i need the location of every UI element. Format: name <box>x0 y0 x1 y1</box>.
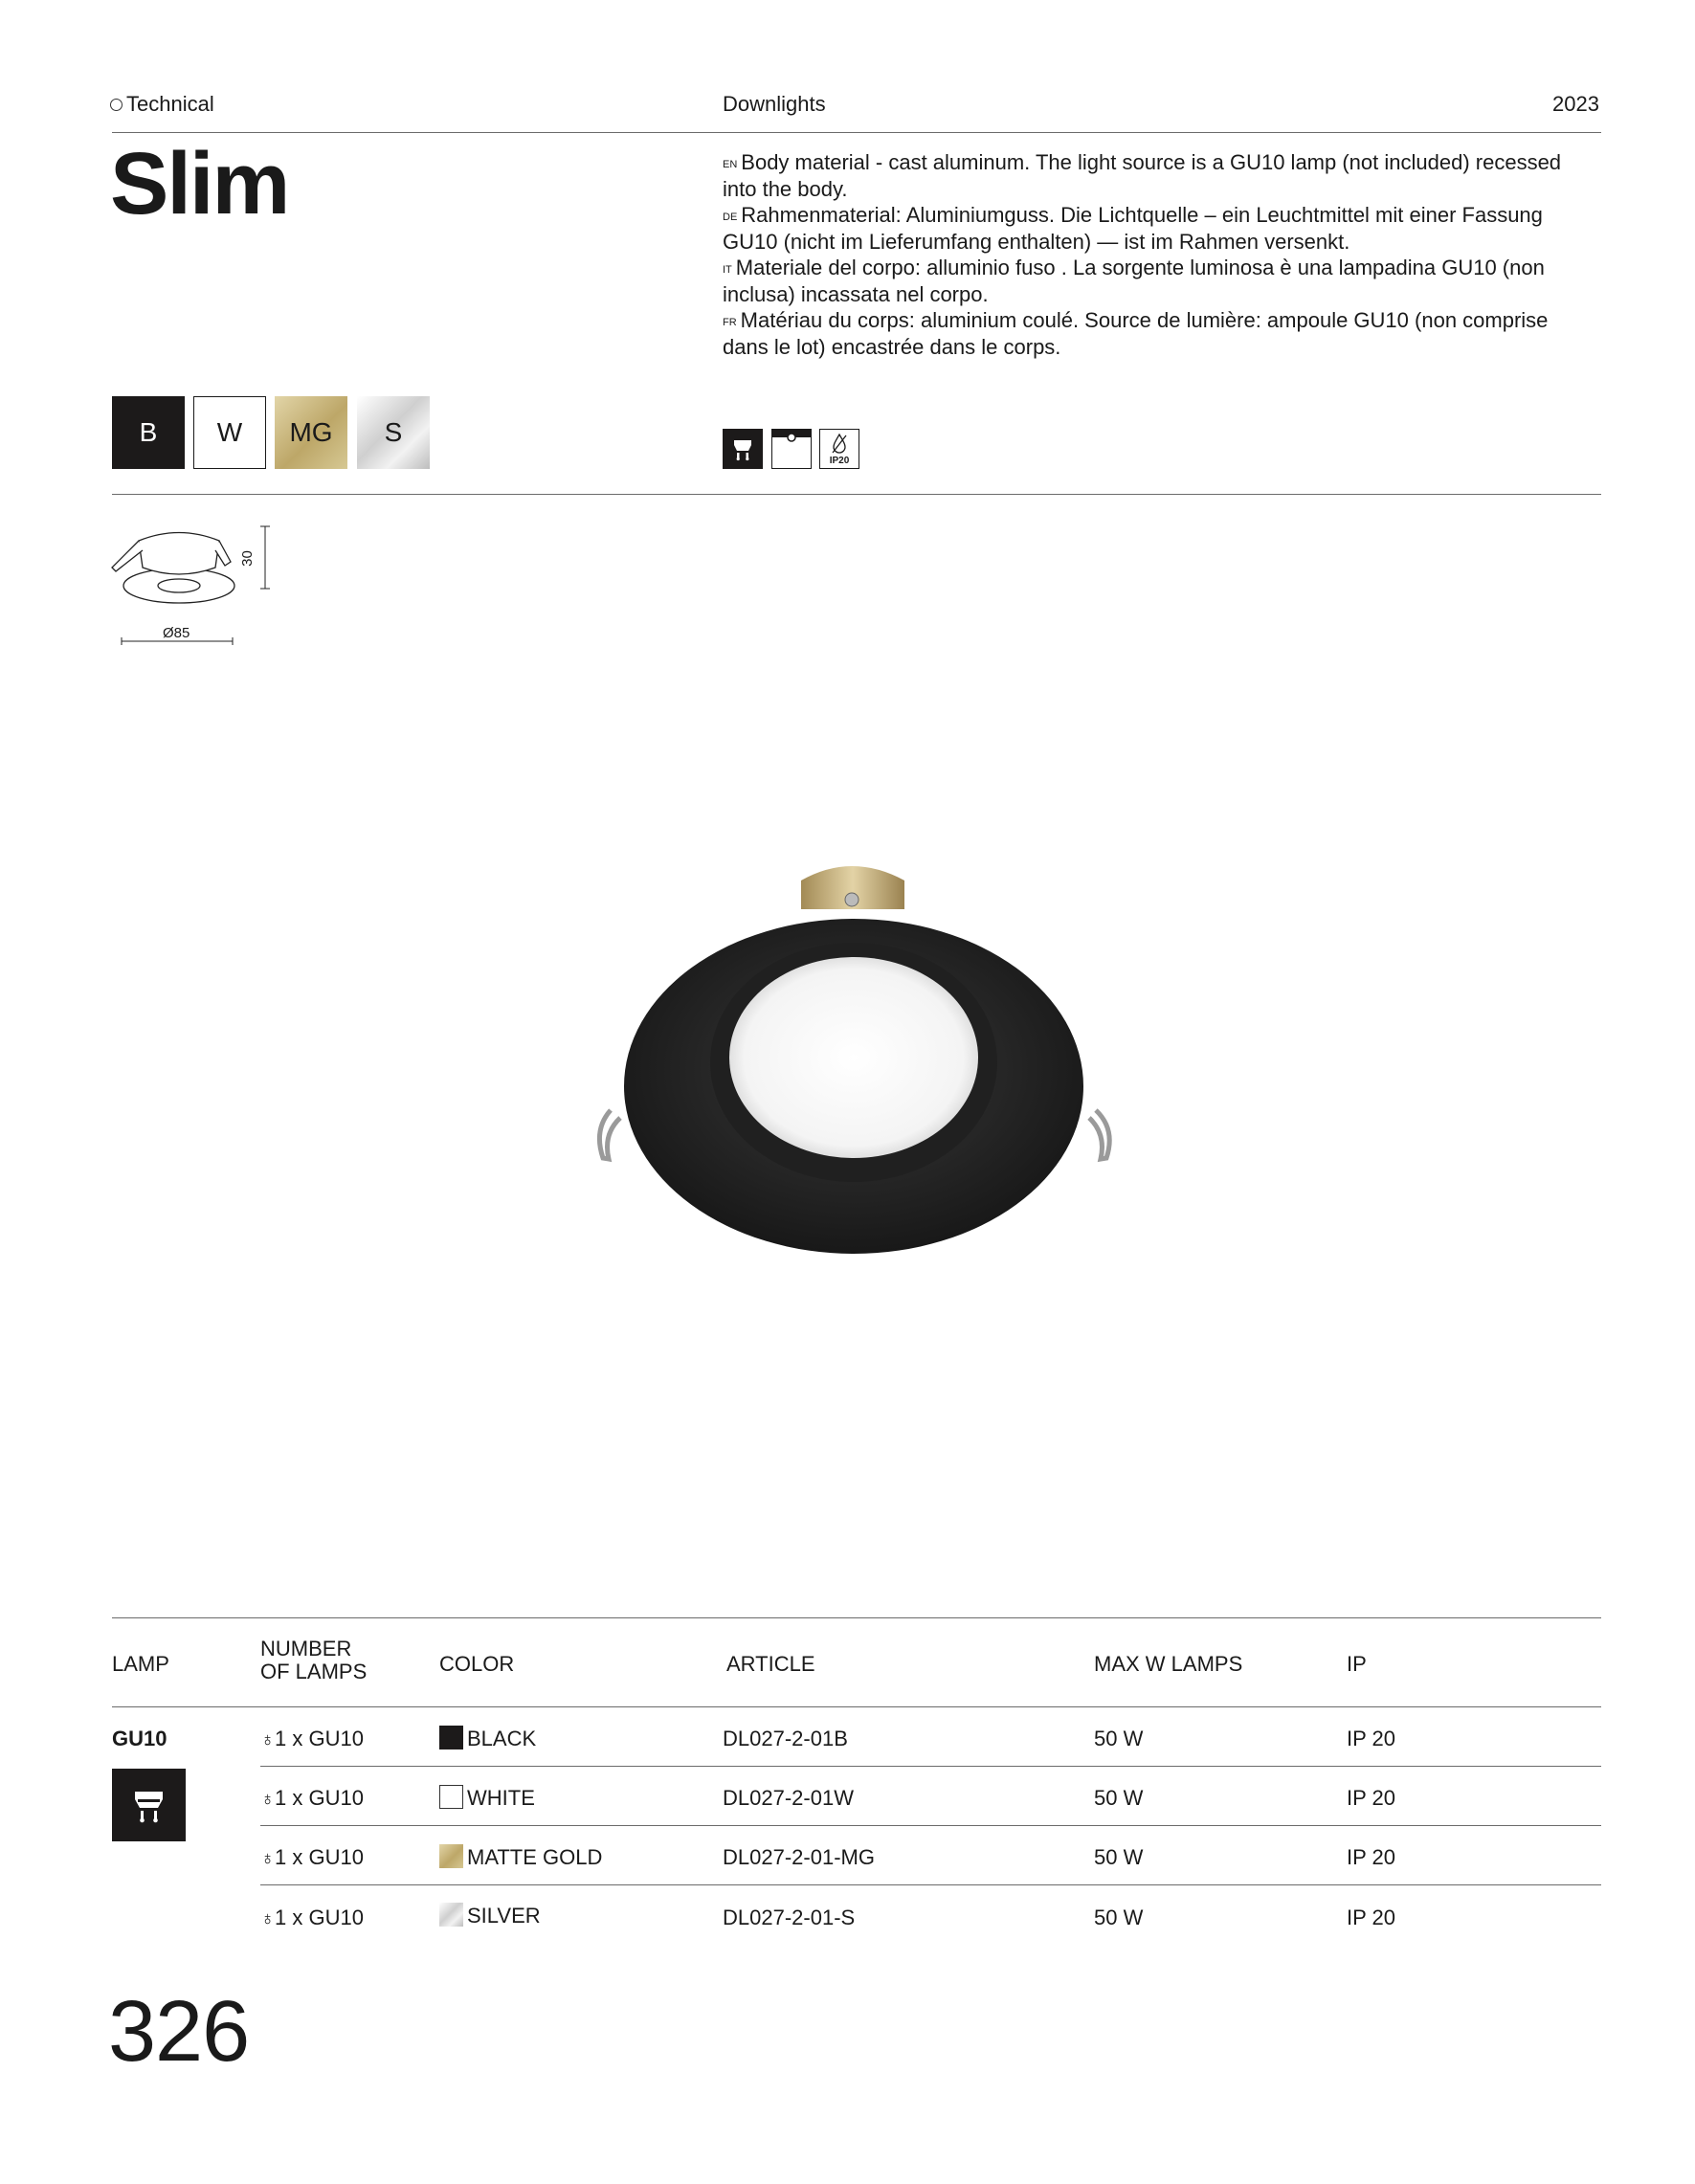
table-row-3-max-w: 50 W <box>1094 1845 1144 1869</box>
table-row-1-lamps: ♁1 x GU10 <box>260 1727 364 1750</box>
product-description <box>723 149 1594 360</box>
color-chip-black <box>439 1726 463 1749</box>
swatch-matte-gold: MG <box>275 396 347 469</box>
col-header-ip: IP <box>1347 1652 1367 1676</box>
col-header-max-w: MAX W LAMPS <box>1094 1652 1243 1676</box>
col-header-number: NUMBER OF LAMPS <box>260 1637 368 1683</box>
diameter-dimension: Ø85 <box>163 625 190 641</box>
ip20-drop-icon: IP20 <box>819 429 859 469</box>
description-it: $^{IT}$ Materiale del corpo: alluminio fuso . La sorgente luminosa è una lampadina GU10 (non inclusa) incassata nel corpo. <box>723 256 1545 306</box>
col-header-lamp: LAMP <box>112 1652 169 1676</box>
header-divider <box>112 132 1601 133</box>
table-row-1-article: DL027-2-01B <box>723 1727 848 1750</box>
table-top-rule <box>112 1617 1601 1618</box>
table-row-1-ip: IP 20 <box>1347 1727 1395 1750</box>
table-row-3-ip: IP 20 <box>1347 1845 1395 1869</box>
table-row-4-ip: IP 20 <box>1347 1905 1395 1929</box>
table-row-2-color: WHITE <box>439 1785 535 1811</box>
product-title: Slim <box>110 135 289 233</box>
table-row-divider <box>260 1884 1601 1885</box>
table-row-2-ip: IP 20 <box>1347 1786 1395 1810</box>
table-row-3-color: MATTE GOLD <box>439 1844 602 1870</box>
gu10-socket-icon <box>723 429 763 469</box>
table-row-4-color: SILVER <box>439 1903 541 1928</box>
bulb-icon: ♁ <box>260 1789 275 1810</box>
swatch-silver: S <box>357 396 430 469</box>
table-row-4-lamps: ♁1 x GU10 <box>260 1905 364 1929</box>
bulb-icon: ♁ <box>260 1908 275 1929</box>
table-row-2-article: DL027-2-01W <box>723 1786 854 1810</box>
description-de: $^{DE}$ Rahmenmaterial: Aluminiumguss. Die Lichtquelle – ein Leuchtmittel mit einer Fassung GU10 (nicht im Lieferumfang enthalten) — ist im Rahmen versenkt. <box>723 203 1543 254</box>
swatch-black: B <box>112 396 185 469</box>
table-row-divider <box>260 1766 1601 1767</box>
product-photo <box>584 842 1129 1273</box>
table-row-1-color: BLACK <box>439 1726 536 1751</box>
height-dimension: 30 <box>238 550 256 567</box>
dimension-drawing <box>110 522 273 646</box>
col-header-color: COLOR <box>439 1652 515 1676</box>
bulb-icon: ♁ <box>260 1848 275 1869</box>
description-en: $^{EN}$ Body material - cast aluminum. The light source is a GU10 lamp (not included) recessed into the body. <box>723 150 1562 201</box>
lamp-type: GU10 <box>112 1727 167 1750</box>
swatch-white: W <box>193 396 266 469</box>
table-row-divider <box>260 1825 1601 1826</box>
table-row-3-lamps: ♁1 x GU10 <box>260 1845 364 1869</box>
table-row-2-max-w: 50 W <box>1094 1786 1144 1810</box>
recessed-mount-icon <box>771 429 812 469</box>
table-header-rule <box>112 1706 1601 1707</box>
page-number: 326 <box>108 1984 250 2080</box>
table-row-2-lamps: ♁1 x GU10 <box>260 1786 364 1810</box>
bulb-icon: ♁ <box>260 1729 275 1750</box>
gu10-lamp-icon <box>112 1769 186 1841</box>
category-label: Downlights <box>723 92 826 116</box>
col-header-article: ARTICLE <box>726 1652 815 1676</box>
color-chip-silver <box>439 1903 463 1927</box>
color-chip-white <box>439 1785 463 1809</box>
section-divider <box>112 494 1601 495</box>
section-label: Technical <box>110 92 214 117</box>
description-fr: $^{FR}$ Matériau du corps: aluminium coulé. Source de lumière: ampoule GU10 (non comprise dans le lot) encastrée dans le corps. <box>723 308 1549 359</box>
table-row-3-article: DL027-2-01-MG <box>723 1845 875 1869</box>
circle-icon <box>110 99 123 111</box>
color-chip-matte-gold <box>439 1844 463 1868</box>
table-row-4-max-w: 50 W <box>1094 1905 1144 1929</box>
year-label: 2023 <box>1552 92 1599 116</box>
table-row-4-article: DL027-2-01-S <box>723 1905 856 1929</box>
table-row-1-max-w: 50 W <box>1094 1727 1144 1750</box>
